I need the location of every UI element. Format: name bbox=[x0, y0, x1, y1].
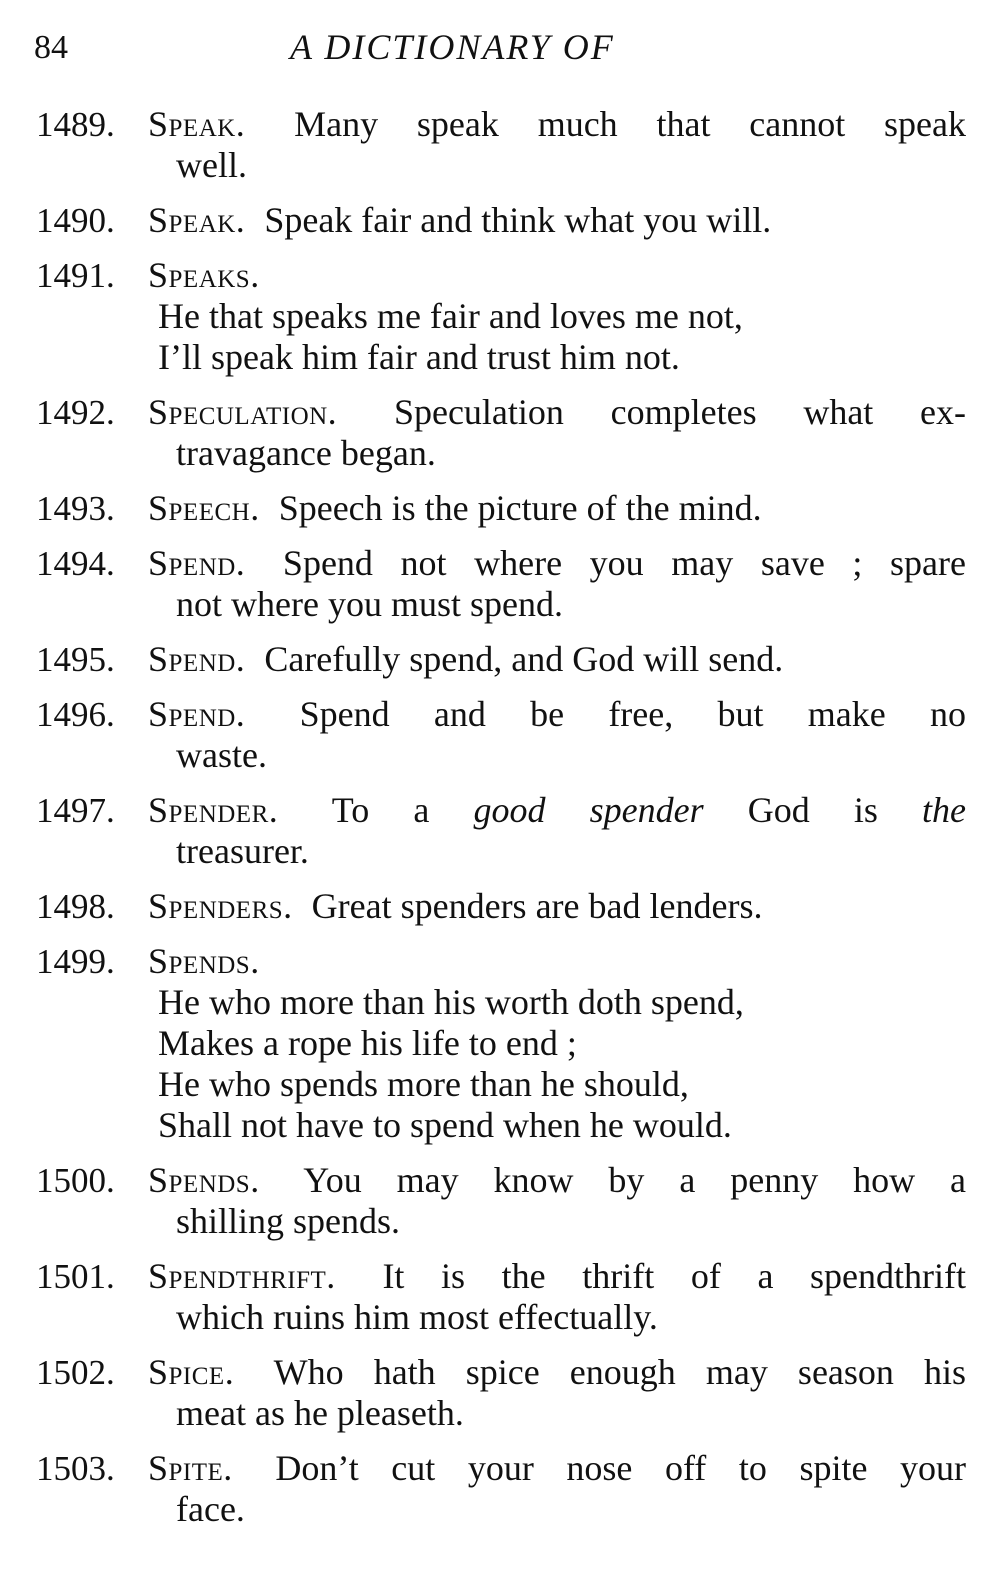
entry-number: 1499. bbox=[36, 942, 115, 981]
entry-number: 1490. bbox=[36, 201, 115, 240]
entry-headword: Speech. bbox=[148, 488, 260, 528]
entry-headword: Spenders. bbox=[148, 886, 293, 926]
entry-1500 bbox=[36, 1160, 966, 1242]
entry-1502 bbox=[36, 1352, 966, 1434]
entry-1498 bbox=[36, 886, 966, 927]
entry-text bbox=[148, 1448, 966, 1530]
entry-line: Don’t cut your nose off to spite your bbox=[275, 1448, 966, 1488]
entry-line: You may know by a penny how a bbox=[303, 1160, 966, 1200]
entry-number: 1502. bbox=[36, 1353, 115, 1392]
entry-text bbox=[148, 543, 966, 625]
entry-headword: Speak. bbox=[148, 200, 246, 240]
entry-1491 bbox=[36, 255, 966, 378]
entry-text bbox=[148, 392, 966, 474]
entry-headword: Spends. bbox=[148, 941, 260, 981]
entry-text bbox=[148, 694, 966, 776]
entry-number: 1503. bbox=[36, 1449, 115, 1488]
entry-headword: Spite. bbox=[148, 1448, 233, 1488]
entry-number: 1489. bbox=[36, 105, 115, 144]
verse-line: He that speaks me fair and loves me not, bbox=[158, 296, 743, 336]
entry-line-continued: well. bbox=[176, 145, 247, 185]
entry-text bbox=[148, 639, 966, 680]
entry-headword: Spendthrift. bbox=[148, 1256, 336, 1296]
entry-line: Carefully spend, and God will send. bbox=[264, 639, 784, 679]
entry-1503 bbox=[36, 1448, 966, 1530]
entry-line-continued: face. bbox=[176, 1489, 245, 1529]
entry-headword: Spends. bbox=[148, 1160, 260, 1200]
entry-number: 1498. bbox=[36, 887, 115, 926]
entry-line: Spend not where you may save ; spare bbox=[282, 543, 966, 583]
verse-line: I’ll speak him fair and trust him not. bbox=[158, 337, 680, 377]
verse-line: Shall not have to spend when he would. bbox=[158, 1105, 732, 1145]
entry-headword: Spender. bbox=[148, 790, 279, 830]
entry-line-part: God is bbox=[747, 790, 878, 830]
entry-number: 1497. bbox=[36, 791, 115, 830]
verse-line: He who more than his worth doth spend, bbox=[158, 982, 744, 1022]
entry-number: 1495. bbox=[36, 640, 115, 679]
entry-number: 1501. bbox=[36, 1257, 115, 1296]
entry-headword: Speaks. bbox=[148, 255, 260, 295]
entry-line: Great spenders are bad lenders. bbox=[311, 886, 763, 926]
entry-text bbox=[148, 255, 966, 378]
entry-1490 bbox=[36, 200, 966, 241]
entry-headword: Spend. bbox=[148, 543, 246, 583]
entry-line: It is the thrift of a spendthrift bbox=[382, 1256, 967, 1296]
entry-1495 bbox=[36, 639, 966, 680]
entry-headword: Speculation. bbox=[148, 392, 338, 432]
running-title: A DICTIONARY OF bbox=[290, 27, 615, 67]
entry-1493 bbox=[36, 488, 966, 529]
entry-text bbox=[148, 886, 966, 927]
entry-line-part: To a bbox=[331, 790, 430, 830]
entry-line-continued: treasurer. bbox=[176, 831, 309, 871]
entry-number: 1500. bbox=[36, 1161, 115, 1200]
entry-text bbox=[148, 1256, 966, 1338]
entry-line: Who hath spice enough may season his bbox=[273, 1352, 966, 1392]
entry-line-continued: travagance began. bbox=[176, 433, 436, 473]
entry-headword: Spend. bbox=[148, 639, 246, 679]
entry-1499 bbox=[36, 941, 966, 1146]
entry-headword: Spice. bbox=[148, 1352, 235, 1392]
entry-line-continued: shilling spends. bbox=[176, 1201, 401, 1241]
entry-text bbox=[148, 790, 966, 872]
entry-text bbox=[148, 1352, 966, 1434]
entry-line-continued: meat as he pleaseth. bbox=[176, 1393, 464, 1433]
entry-line: Speak fair and think what you will. bbox=[264, 200, 772, 240]
entry-line-continued: waste. bbox=[176, 735, 267, 775]
entry-line-continued: which ruins him most effectually. bbox=[176, 1297, 658, 1337]
entry-text bbox=[148, 1160, 966, 1242]
entry-1496 bbox=[36, 694, 966, 776]
verse-line: Makes a rope his life to end ; bbox=[158, 1023, 577, 1063]
entry-number: 1491. bbox=[36, 256, 115, 295]
entry-headword: Speak. bbox=[148, 104, 246, 144]
entry-text bbox=[148, 488, 966, 529]
entry-1501 bbox=[36, 1256, 966, 1338]
entry-headword: Spend. bbox=[148, 694, 246, 734]
entry-line: Speculation completes what ex- bbox=[393, 392, 967, 432]
entry-line-italic: good spender bbox=[473, 790, 704, 830]
entry-number: 1496. bbox=[36, 695, 115, 734]
entry-line: Speech is the picture of the mind. bbox=[278, 488, 762, 528]
entry-number: 1494. bbox=[36, 544, 115, 583]
entry-line: Many speak much that cannot speak bbox=[294, 104, 967, 144]
entry-line-italic: the bbox=[922, 790, 967, 830]
entry-text bbox=[148, 200, 966, 241]
verse-line: He who spends more than he should, bbox=[158, 1064, 689, 1104]
entry-1492 bbox=[36, 392, 966, 474]
entry-list bbox=[36, 104, 966, 1544]
entry-line-continued: not where you must spend. bbox=[176, 584, 563, 624]
page-number: 84 bbox=[34, 29, 68, 66]
entry-text bbox=[148, 941, 966, 1146]
entry-1494 bbox=[36, 543, 966, 625]
entry-number: 1493. bbox=[36, 489, 115, 528]
entry-text bbox=[148, 104, 966, 186]
entry-1489 bbox=[36, 104, 966, 186]
entry-1497 bbox=[36, 790, 966, 872]
entry-line: Spend and be free, but make no bbox=[299, 694, 966, 734]
entry-number: 1492. bbox=[36, 393, 115, 432]
